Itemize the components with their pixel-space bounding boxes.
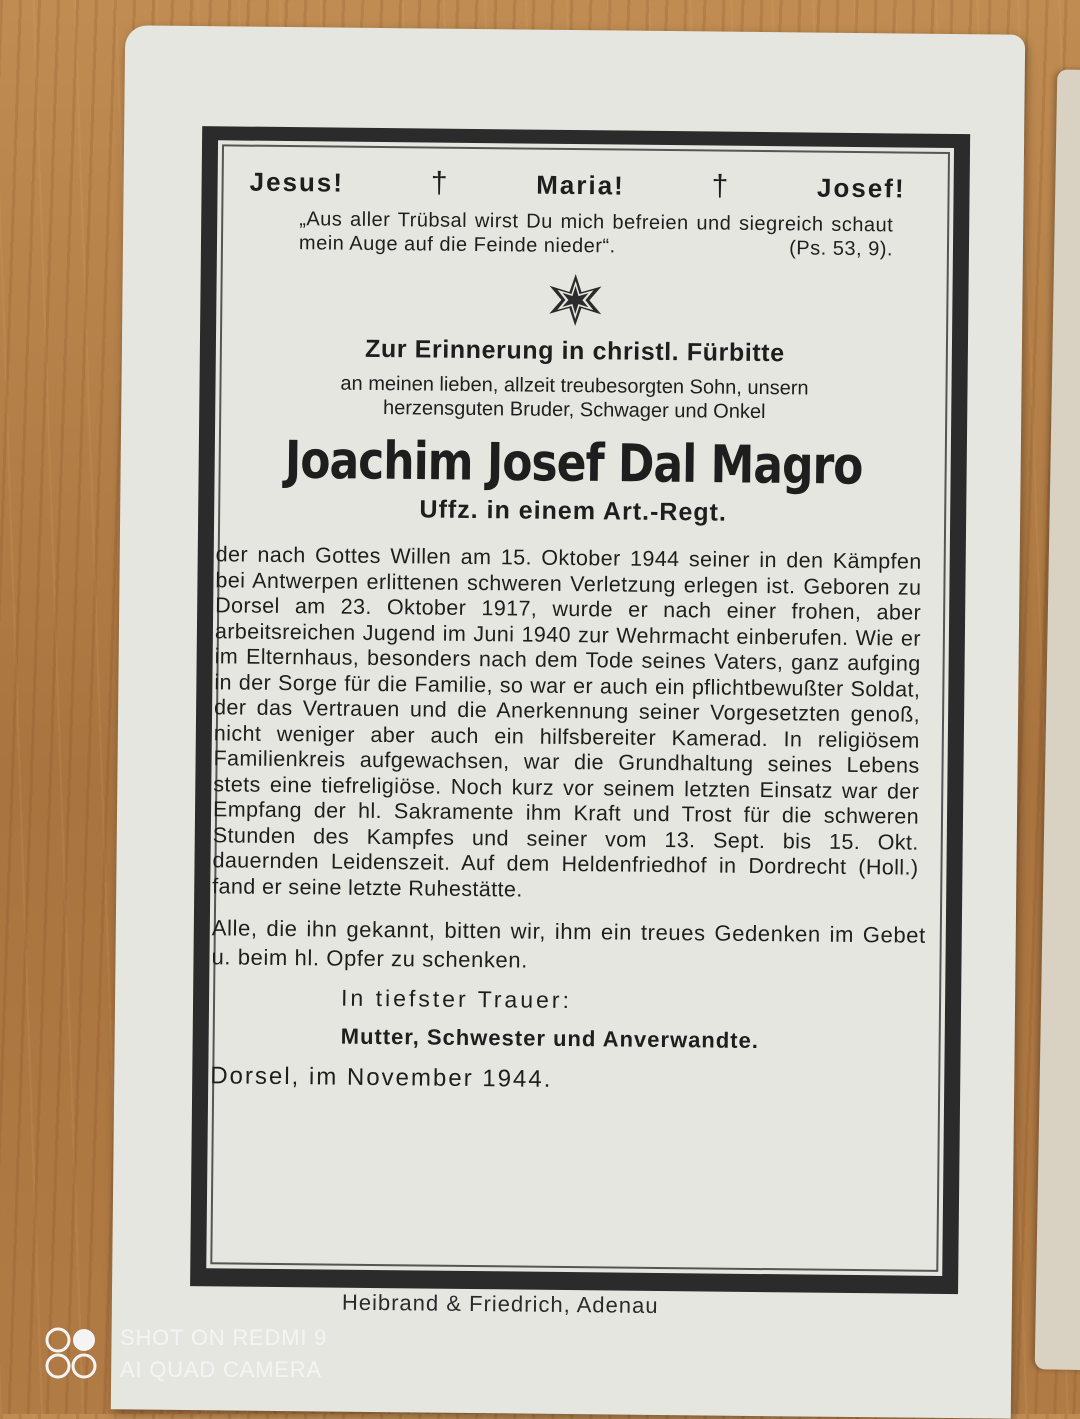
invocation-josef: Josef! [816,172,906,204]
invocation-line [219,154,933,205]
quad-camera-logo-icon [42,1326,102,1382]
invocation-maria: Maria! [536,169,625,201]
cross-icon: † [430,166,450,200]
place-date: Dorsel, im November 1944. [210,1062,553,1093]
memory-subtitle-line: an meinen lieben, allzeit treubesorgten Sohn, unsern [340,372,809,400]
memory-subtitle-line: herzensguten Bruder, Schwager und Onkel [382,397,766,424]
appeal-text: Alle, die ihn gekannt, bitten wir, ihm ein treues Gedenken im Gebet u. beim hl. Opfer zu schenken. [211,915,926,973]
cross-icon: † [711,169,731,203]
memory-title: Zur Erinnerung in christl. Fürbitte [364,334,785,368]
verse-text: „Aus aller Trübsal wirst Du mich befreien und siegreich schaut mein Auge auf die Feinde nieder“. [298,208,894,258]
watermark-text [120,1322,327,1386]
printer-imprint: Heibrand & Friedrich, Adenau [341,1289,659,1318]
memorial-card [111,25,1025,1418]
mourning-title: In tiefster Trauer: [340,984,573,1014]
iron-cross-icon [545,272,606,329]
deceased-name: Joachim Josef Dal Magro [284,430,863,497]
biography-text: der nach Gottes Willen am 15. Oktober 1944 seiner in den Kämpfen bei Antwerpen erlittenen schweren Verletzung erlegen ist. Geboren zu Dorsel am 23. Oktober 1917, wurde er nach einer frohen, aber arbeitsreichen Jugend im Juni 1940 zur Wehrmacht einberufen. Wie er im Elternhaus, besonders nach dem Tode seines Vaters, ganz aufging in der Sorge für die Familie, so war er auch ein pflichtbewußter Soldat, der das Vertrauen und die Anerkennung seiner Vorgesetzten genoß, nicht weniger aber auch ein hilfsbereiter Kamerad. In religiösem Familienkreis aufgewachsen, war die Grundhaltung seines Lebens stets eine tiefreligiöse. Noch kurz vor seinem letzten Einsatz war der Empfang der hl. Sakramente ihm Kraft und Trost für die schweren Stunden des Kampfes und seiner vom 13. Sept. bis 15. Okt. dauernden Leidenszeit. Auf dem Heldenfriedhof in Dordrecht (Holl.) fand er seine letzte Ruhestätte. [212,542,922,902]
deceased-rank: Uffz. in einem Art.-Regt. [419,495,728,527]
mourning-family: Mutter, Schwester und Anverwandte. [340,1023,760,1054]
adjacent-card-edge [1035,69,1080,1370]
camera-watermark [42,1322,327,1386]
invocation-jesus: Jesus! [249,166,345,198]
bible-verse [299,207,893,261]
watermark-line: SHOT ON REDMI 9 [120,1325,328,1350]
card-content [210,154,934,1097]
watermark-line: AI QUAD CAMERA [120,1357,322,1382]
verse-reference: (Ps. 53, 9). [789,237,894,261]
memory-subtitle [217,370,931,425]
